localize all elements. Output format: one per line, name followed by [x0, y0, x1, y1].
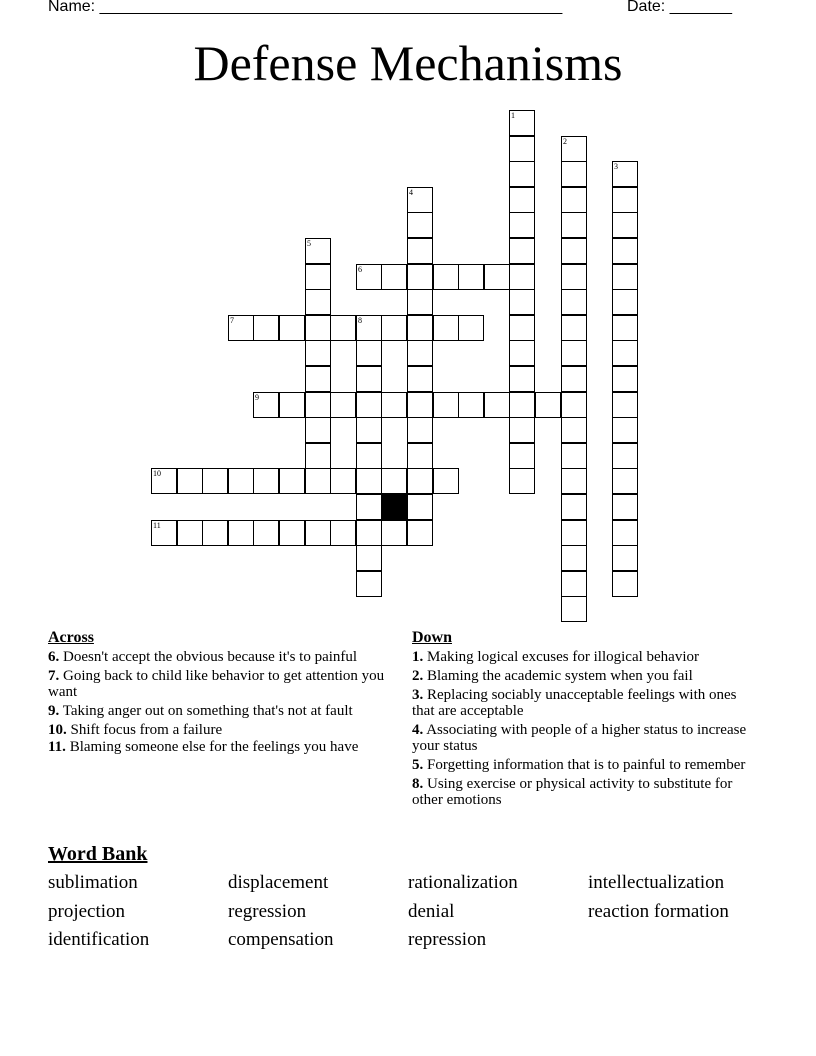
crossword-cell[interactable]	[381, 315, 407, 341]
crossword-cell[interactable]	[356, 392, 382, 418]
crossword-cell[interactable]	[279, 315, 305, 341]
crossword-cell[interactable]	[381, 264, 407, 290]
clue-number-label: 4	[409, 188, 413, 197]
clue-number-label: 6	[358, 265, 362, 274]
crossword-cell[interactable]	[561, 494, 587, 520]
clue-text: Doesn't accept the obvious because it's to painful	[63, 649, 358, 665]
clue-text: Going back to child like behavior to get attention you want	[48, 668, 385, 700]
crossword-cell[interactable]	[561, 366, 587, 392]
crossword-cell[interactable]	[407, 468, 433, 494]
crossword-cell[interactable]	[561, 187, 587, 213]
clue-number: 8.	[412, 776, 424, 792]
crossword-cell[interactable]	[305, 468, 331, 494]
clue-text: Associating with people of a higher status to increase your status	[412, 722, 747, 754]
down-clues	[412, 630, 757, 811]
crossword-cell[interactable]	[305, 366, 331, 392]
crossword-cell[interactable]	[509, 187, 535, 213]
crossword-cell[interactable]	[381, 392, 407, 418]
clue-down-8	[412, 776, 757, 808]
crossword-cell[interactable]	[612, 366, 638, 392]
clue-across-9	[48, 703, 393, 719]
crossword-cell[interactable]	[407, 520, 433, 546]
crossword-cell[interactable]	[305, 392, 331, 418]
clue-number: 11.	[48, 739, 66, 755]
crossword-cell[interactable]	[433, 315, 459, 341]
crossword-cell[interactable]	[561, 520, 587, 546]
clue-number-label: 9	[255, 393, 259, 402]
crossword-cell[interactable]	[561, 571, 587, 597]
word-bank-item: denial	[408, 901, 455, 922]
crossword-cell[interactable]	[561, 238, 587, 264]
word-bank-item: identification	[48, 929, 150, 950]
clue-number: 4.	[412, 722, 424, 738]
clue-number-label: 11	[153, 521, 161, 530]
crossword-cell[interactable]	[253, 468, 279, 494]
clue-down-2	[412, 668, 757, 684]
crossword-cell[interactable]	[561, 212, 587, 238]
clue-across-7	[48, 668, 393, 700]
clue-text: Blaming someone else for the feelings you have	[69, 739, 359, 755]
clue-text: Shift focus from a failure	[70, 722, 223, 738]
crossword-cell[interactable]	[561, 596, 587, 622]
crossword-cell[interactable]	[202, 468, 228, 494]
word-bank-item: rationalization	[408, 872, 518, 893]
crossword-cell[interactable]	[253, 315, 279, 341]
crossword-cell[interactable]	[407, 443, 433, 469]
crossword-cell[interactable]	[228, 468, 254, 494]
crossword-cell[interactable]	[612, 392, 638, 418]
crossword-cell[interactable]	[305, 340, 331, 366]
crossword-cell[interactable]	[356, 340, 382, 366]
crossword-cell[interactable]	[279, 520, 305, 546]
crossword-cell[interactable]	[305, 443, 331, 469]
crossword-cell[interactable]	[509, 468, 535, 494]
word-bank-title: Word Bank	[48, 843, 148, 865]
crossword-cell[interactable]	[509, 443, 535, 469]
crossword-cell[interactable]	[356, 315, 382, 341]
crossword-cell[interactable]	[177, 468, 203, 494]
clue-down-5	[412, 757, 757, 773]
crossword-cell[interactable]	[509, 264, 535, 290]
crossword-cell[interactable]	[509, 238, 535, 264]
crossword-cell[interactable]	[202, 520, 228, 546]
word-bank-item: projection	[48, 901, 126, 922]
clue-number: 3.	[412, 687, 424, 703]
clue-text: Forgetting information that is to painful to remember	[427, 757, 746, 773]
crossword-cell[interactable]	[561, 340, 587, 366]
crossword-cell[interactable]	[484, 264, 510, 290]
crossword-cell[interactable]	[253, 392, 279, 418]
crossword-cell[interactable]	[228, 315, 254, 341]
crossword-cell[interactable]	[561, 136, 587, 162]
date-field[interactable]: Date: _______	[627, 0, 732, 15]
crossword-cell[interactable]	[612, 443, 638, 469]
word-bank-item: reaction formation	[588, 901, 729, 922]
clue-number-label: 5	[307, 239, 311, 248]
down-heading: Down	[412, 629, 453, 646]
crossword-cell[interactable]	[509, 340, 535, 366]
crossword-cell[interactable]	[612, 289, 638, 315]
crossword-cell[interactable]	[330, 392, 356, 418]
crossword-cell[interactable]	[509, 212, 535, 238]
crossword-cell[interactable]	[356, 520, 382, 546]
crossword-cell[interactable]	[356, 417, 382, 443]
crossword-cell[interactable]	[407, 417, 433, 443]
crossword-cell[interactable]	[612, 238, 638, 264]
clue-number-label: 8	[358, 316, 362, 325]
crossword-cell[interactable]	[330, 468, 356, 494]
crossword-cell[interactable]	[305, 289, 331, 315]
crossword-cell[interactable]	[561, 468, 587, 494]
clue-number: 10.	[48, 722, 67, 738]
crossword-cell[interactable]	[509, 417, 535, 443]
clue-across-10	[48, 722, 393, 738]
crossword-cell[interactable]	[356, 494, 382, 520]
crossword-cell[interactable]	[612, 212, 638, 238]
crossword-cell[interactable]	[356, 468, 382, 494]
clue-down-4	[412, 722, 757, 754]
crossword-cell[interactable]	[305, 315, 331, 341]
crossword-cell[interactable]	[612, 494, 638, 520]
crossword-cell[interactable]	[612, 161, 638, 187]
crossword-cell[interactable]	[356, 545, 382, 571]
clue-number: 6.	[48, 649, 60, 665]
clue-text: Making logical excuses for illogical behavior	[427, 649, 699, 665]
clue-number: 5.	[412, 757, 424, 773]
crossword-block	[381, 494, 407, 520]
clue-down-1	[412, 649, 757, 665]
crossword-cell[interactable]	[561, 392, 587, 418]
clue-number-label: 3	[614, 162, 618, 171]
crossword-cell[interactable]	[433, 468, 459, 494]
clue-across-11	[48, 739, 393, 755]
across-heading: Across	[48, 629, 94, 646]
clue-number: 1.	[412, 649, 424, 665]
word-bank-item: compensation	[228, 929, 334, 950]
crossword-cell[interactable]	[612, 545, 638, 571]
crossword-cell[interactable]	[330, 315, 356, 341]
clue-number-label: 1	[511, 111, 515, 120]
crossword-cell[interactable]	[509, 136, 535, 162]
crossword-cell[interactable]	[612, 315, 638, 341]
clue-text: Taking anger out on something that's not at fault	[62, 703, 353, 719]
crossword-cell[interactable]	[509, 315, 535, 341]
word-bank-item: regression	[228, 901, 307, 922]
crossword-cell[interactable]	[407, 264, 433, 290]
word-bank-item: intellectualization	[588, 872, 725, 893]
crossword-cell[interactable]	[253, 520, 279, 546]
crossword-cell[interactable]	[612, 417, 638, 443]
crossword-cell[interactable]	[612, 520, 638, 546]
clue-text: Blaming the academic system when you fail	[427, 668, 693, 684]
crossword-cell[interactable]	[458, 392, 484, 418]
crossword-cell[interactable]	[407, 340, 433, 366]
crossword-cell[interactable]	[305, 520, 331, 546]
crossword-cell[interactable]	[509, 366, 535, 392]
crossword-cell[interactable]	[612, 571, 638, 597]
clue-across-6	[48, 649, 393, 665]
crossword-cell[interactable]	[407, 366, 433, 392]
crossword-cell[interactable]	[407, 187, 433, 213]
clue-text: Replacing sociably unacceptable feelings with ones that are acceptable	[412, 687, 737, 719]
crossword-cell[interactable]	[177, 520, 203, 546]
clue-number-label: 2	[563, 137, 567, 146]
crossword-cell[interactable]	[433, 264, 459, 290]
word-bank-item: repression	[408, 929, 487, 950]
crossword-cell[interactable]	[407, 289, 433, 315]
crossword-cell[interactable]	[484, 392, 510, 418]
clue-down-3	[412, 687, 757, 719]
across-clues	[48, 630, 393, 758]
crossword-cell[interactable]	[279, 392, 305, 418]
crossword-cell[interactable]	[407, 238, 433, 264]
crossword-cell[interactable]	[535, 392, 561, 418]
crossword-cell[interactable]	[458, 315, 484, 341]
clue-text: Using exercise or physical activity to substitute for other emotions	[412, 776, 733, 808]
crossword-cell[interactable]	[612, 468, 638, 494]
crossword-cell[interactable]	[151, 520, 177, 546]
crossword-cell[interactable]	[356, 443, 382, 469]
crossword-cell[interactable]	[407, 212, 433, 238]
crossword-cell[interactable]	[561, 264, 587, 290]
crossword-cell[interactable]	[509, 110, 535, 136]
word-bank-item: sublimation	[48, 872, 138, 893]
crossword-cell[interactable]	[509, 392, 535, 418]
crossword-cell[interactable]	[458, 264, 484, 290]
crossword-cell[interactable]	[612, 187, 638, 213]
crossword-cell[interactable]	[509, 289, 535, 315]
clue-number-label: 7	[230, 316, 234, 325]
crossword-cell[interactable]	[151, 468, 177, 494]
crossword-cell[interactable]	[305, 264, 331, 290]
crossword-cell[interactable]	[356, 264, 382, 290]
crossword-cell[interactable]	[305, 417, 331, 443]
crossword-cell[interactable]	[612, 264, 638, 290]
crossword-cell[interactable]	[561, 545, 587, 571]
crossword-cell[interactable]	[356, 571, 382, 597]
crossword-cell[interactable]	[305, 238, 331, 264]
page-title: Defense Mechanisms	[193, 35, 623, 91]
clue-number: 2.	[412, 668, 424, 684]
crossword-cell[interactable]	[407, 392, 433, 418]
crossword-cell[interactable]	[228, 520, 254, 546]
crossword-cell[interactable]	[330, 520, 356, 546]
crossword-cell[interactable]	[381, 520, 407, 546]
clue-number: 9.	[48, 703, 60, 719]
clue-number-label: 10	[153, 469, 161, 478]
crossword-cell[interactable]	[561, 315, 587, 341]
crossword-cell[interactable]	[561, 161, 587, 187]
clue-number: 7.	[48, 668, 60, 684]
crossword-cell[interactable]	[561, 289, 587, 315]
crossword-cell[interactable]	[381, 468, 407, 494]
crossword-cell[interactable]	[356, 366, 382, 392]
word-bank-item: displacement	[228, 872, 329, 893]
crossword-cell[interactable]	[279, 468, 305, 494]
crossword-cell[interactable]	[509, 161, 535, 187]
crossword-cell[interactable]	[612, 340, 638, 366]
crossword-cell[interactable]	[407, 315, 433, 341]
crossword-cell[interactable]	[407, 494, 433, 520]
name-field[interactable]: Name: ____________________________________________________	[48, 0, 563, 15]
crossword-cell[interactable]	[561, 417, 587, 443]
crossword-cell[interactable]	[433, 392, 459, 418]
crossword-cell[interactable]	[561, 443, 587, 469]
name-date-header	[48, 0, 748, 20]
